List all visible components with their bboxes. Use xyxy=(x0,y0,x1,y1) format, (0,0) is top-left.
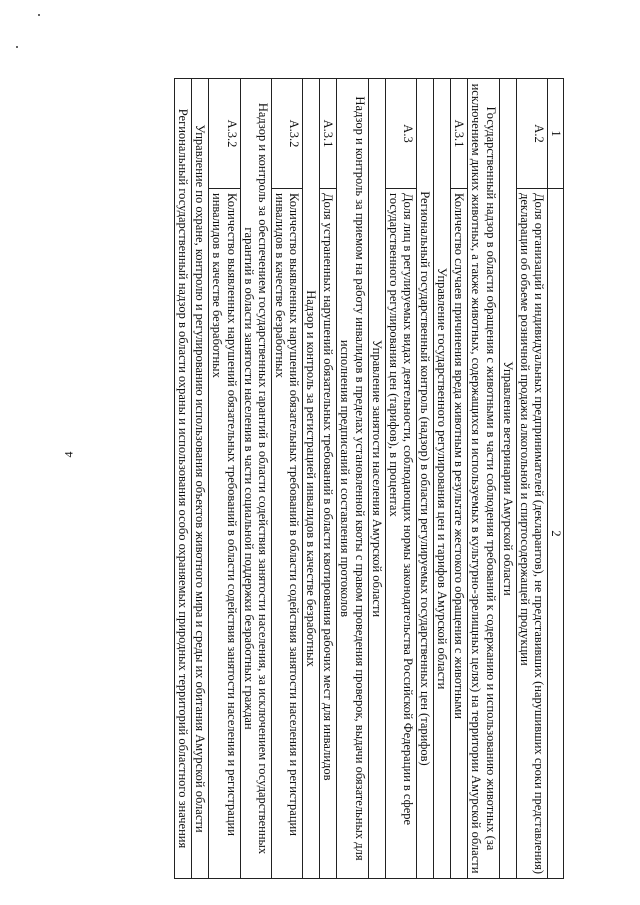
table-row xyxy=(271,79,302,879)
section-title: Региональный государственный надзор в области охраны и использования особо охраняемых природных территорий областного значения xyxy=(175,79,192,879)
row-text: Доля устраненных нарушений обязательных требований в области квотирования рабочих мест для инвалидов xyxy=(320,189,337,879)
row-code: А.3.2 xyxy=(271,79,302,189)
scan-speck xyxy=(16,46,18,48)
section-title: Надзор и контроль за обеспечением государственных гарантий в области содействия занятости населения, за исключением государственных гарантий в области занятости населения в части социальной поддержки безработных граждан xyxy=(240,79,271,879)
section-row xyxy=(434,79,451,879)
section-title: Надзор и контроль за регистрацией инвалидов в качестве безработных xyxy=(303,79,320,879)
row-text: Доля лиц в регулируемых видах деятельности, соблюдающих нормы законодательства Российской Федерации в сфере государственного регулирования цен (тарифов), в процентах xyxy=(385,189,416,879)
section-row xyxy=(499,79,516,879)
section-row xyxy=(468,79,499,879)
row-text: Доля организаций и индивидуальных предпринимателей (декларантов), не представивших (нарушивших сроки представления) декларации об объеме розничной продажи алкогольной и спиртосодержащей продукции xyxy=(516,189,547,879)
header-row xyxy=(548,79,564,879)
header-col-1: 1 xyxy=(548,79,564,189)
section-title: Управление ветеринарии Амурской области xyxy=(499,79,516,879)
section-row xyxy=(303,79,320,879)
row-text: Количество выявленных нарушений обязательных требований в области содействия занятости населения и регистрации инвалидов в качестве безработных xyxy=(271,189,302,879)
row-text: Количество выявленных нарушений обязательных требований в области содействия занятости населения и регистрации инвалидов в качестве безработных xyxy=(209,189,240,879)
section-title: Управление государственного регулирования цен и тарифов Амурской области xyxy=(434,79,451,879)
page-number: 4 xyxy=(61,451,76,458)
section-row xyxy=(240,79,271,879)
section-row xyxy=(337,79,368,879)
row-code: А.2 xyxy=(516,79,547,189)
table-row xyxy=(516,79,547,879)
section-row xyxy=(192,79,209,879)
indicators-table xyxy=(174,78,564,879)
table-row xyxy=(209,79,240,879)
header-col-2: 2 xyxy=(548,189,564,879)
section-title: Управление занятости населения Амурской области xyxy=(368,79,385,879)
row-code: А.3.1 xyxy=(451,79,468,189)
section-title: Надзор и контроль за приемом на работу инвалидов в пределах установленной квоты с правом проведения проверок, выдачи обязательных для исполнения предписаний и составления протоколов xyxy=(337,79,368,879)
scan-speck xyxy=(38,14,40,16)
section-title: Управление по охране, контролю и регулированию использования объектов животного мира и среды их обитания Амурской области xyxy=(192,79,209,879)
section-row xyxy=(175,79,192,879)
section-row xyxy=(417,79,434,879)
row-code: А.3 xyxy=(385,79,416,189)
row-code: А.3.2 xyxy=(209,79,240,189)
table-row xyxy=(385,79,416,879)
rotated-page-content xyxy=(114,78,564,878)
section-title: Государственный надзор в области обращения с животными в части соблюдения требований к содержанию и использованию животных (за исключением диких животных, а также животных, содержащихся и используемых в культурно-зрелищных целях) на территории Амурской области xyxy=(468,79,499,879)
section-title: Региональный государственный контроль (надзор) в области регулируемых государственных цен (тарифов) xyxy=(417,79,434,879)
section-row xyxy=(368,79,385,879)
table-row xyxy=(451,79,468,879)
row-code: А.3.1 xyxy=(320,79,337,189)
table-row xyxy=(320,79,337,879)
row-text: Количество случаев причинения вреда животным в результате жестокого обращения с животными xyxy=(451,189,468,879)
